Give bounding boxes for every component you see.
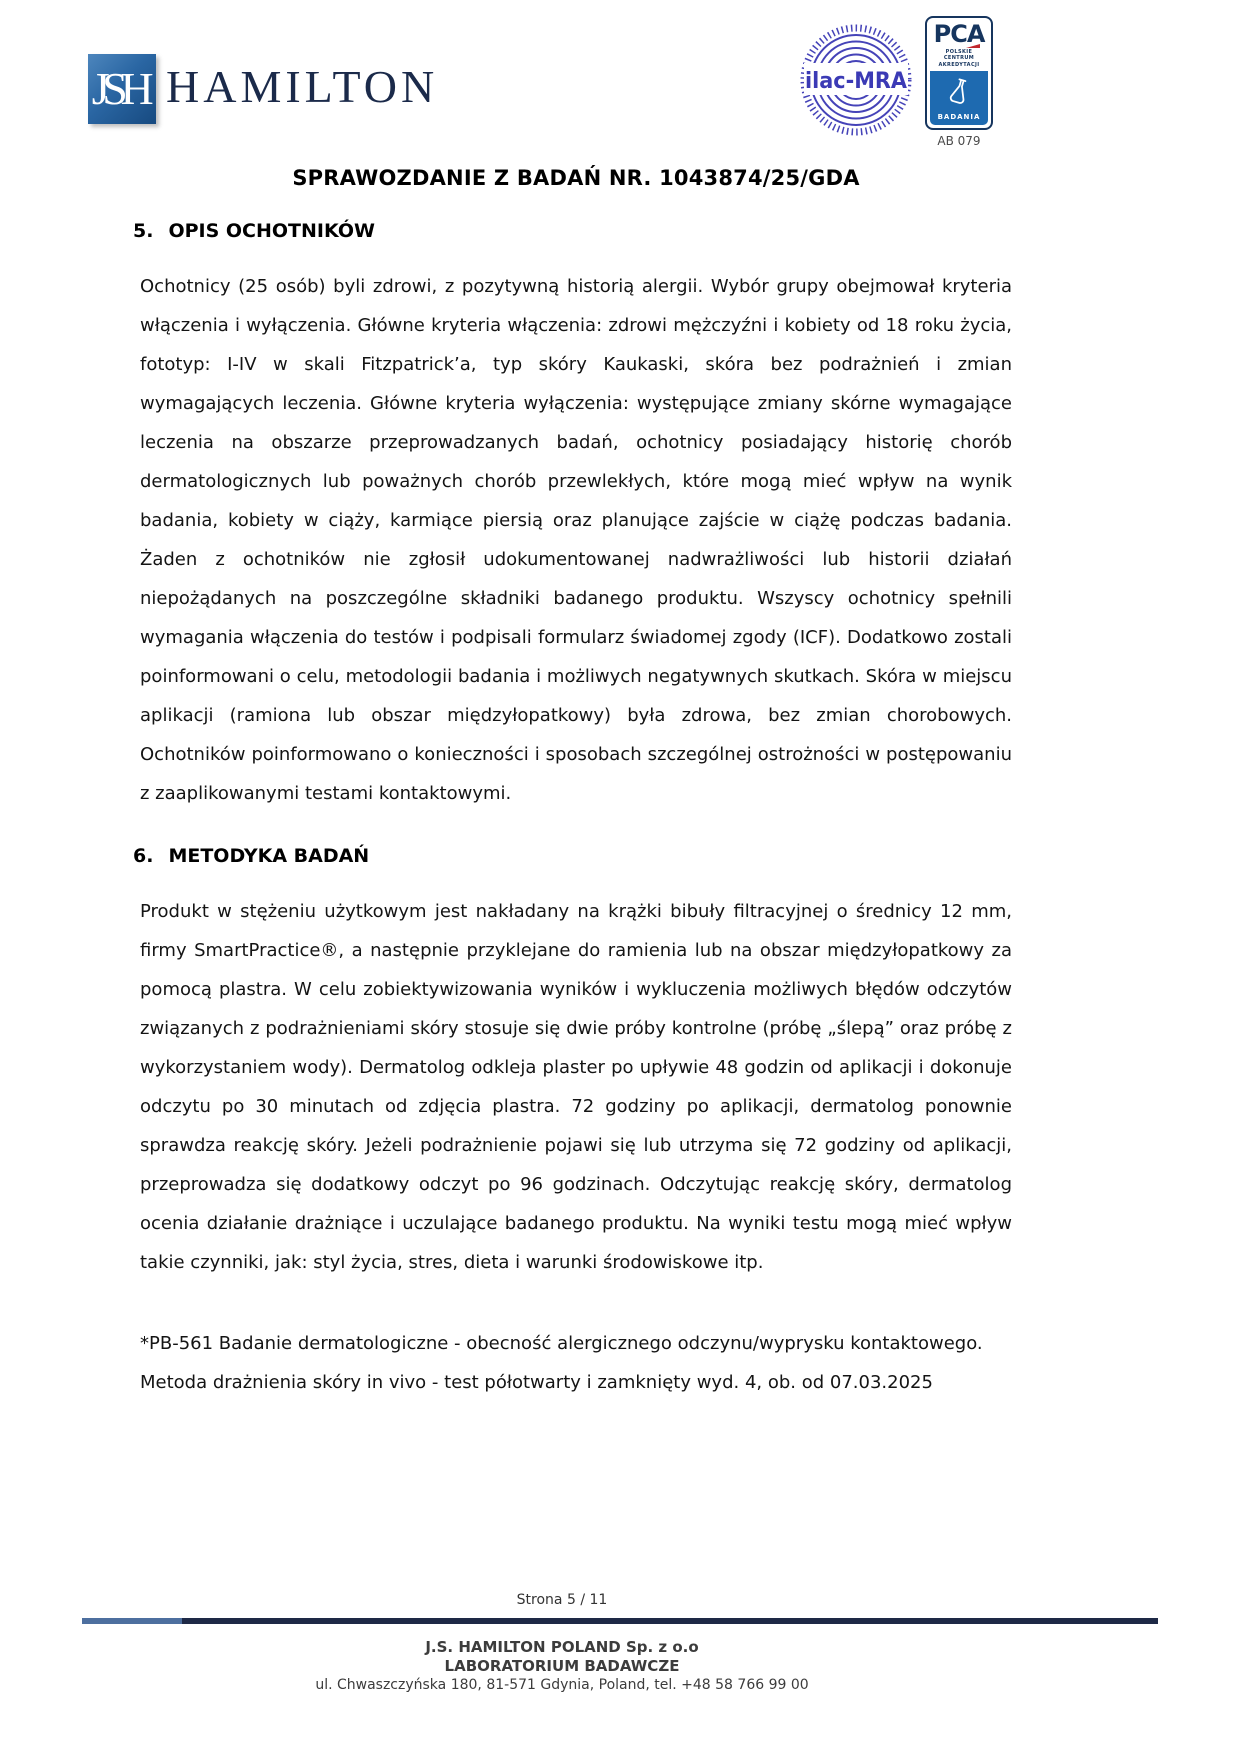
pca-subtitle-line2: AKREDYTACJI [938, 62, 980, 68]
footer-address: ul. Chwaszczyńska 180, 81-571 Gdynia, Poland, tel. +48 58 766 99 00 [315, 1677, 809, 1693]
footer-lab-name: LABORATORIUM BADAWCZE [444, 1657, 680, 1675]
section-6-paragraph: Produkt w stężeniu użytkowym jest nakładany na krążki bibuły filtracyjnej o średnicy 12 mm, firmy SmartPractice®, a następnie przyklejane do ramienia lub na obszar międzyłopatkowy za pomocą plastra. W celu zobiektywizowania wyników i wykluczenia możliwych błędów odczytów związanych z podrażnieniami skóry stosuje się dwie próby kontrolne (próbę „ślepą” oraz próbę z wykorzystaniem wody). Dermatolog odkleja plaster po upływie 48 godzin od aplikacji i dokonuje odczytu po 30 minutach od zdjęcia plastra. 72 godziny po aplikacji, dermatolog ponownie sprawdza reakcję skóry. Jeżeli podrażnienie pojawi się lub utrzyma się 72 godziny od aplikacji, przeprowadza się dodatkowy odczyt po 96 godzinach. Odczytując reakcję skóry, dermatolog ocenia działanie drażniące i uczulające badanego produktu. Na wyniki testu mogą mieć wpływ takie czynniki, jak: styl życia, stres, dieta i warunki środowiskowe itp. [140, 901, 1012, 1273]
hamilton-logo-icon [88, 54, 156, 124]
footer-company-block [0, 1638, 1240, 1695]
section-5-title: OPIS OCHOTNIKÓW [168, 220, 375, 242]
section-5-heading [133, 220, 1012, 242]
brand-name: HAMILTON [166, 61, 439, 112]
pca-subtitle-line1: POLSKIE CENTRUM [943, 49, 975, 61]
pca-title: PCA [933, 20, 985, 48]
footer-divider [82, 1618, 1158, 1624]
method-footnote [140, 1324, 1012, 1402]
page-indicator: Strona 5 / 11 [516, 1592, 608, 1608]
logo-monogram: JSH [91, 63, 147, 114]
section-6-title: METODYKA BADAŃ [168, 845, 370, 867]
method-footnote-line1: *PB-561 Badanie dermatologiczne - obecność alergicznego odczynu/wyprysku kontaktowego. [140, 1333, 983, 1354]
report-title: SPRAWOZDANIE Z BADAŃ NR. 1043874/25/GDA [292, 166, 860, 190]
document-body [133, 166, 1012, 1402]
section-5-paragraph: Ochotnicy (25 osób) byli zdrowi, z pozytywną historią alergii. Wybór grupy obejmował kryteria włączenia i wyłączenia. Główne kryteria włączenia: zdrowi mężczyźni i kobiety od 18 roku życia, fototyp: I-IV w skali Fitzpatrick’a, typ skóry Kaukaski, skóra bez podrażnień i zmian wymagających leczenia. Główne kryteria wyłączenia: występujące zmiany skórne wymagające leczenia na obszarze przeprowadzanych badań, ochotnicy posiadający historię chorób dermatologicznych lub poważnych chorób przewlekłych, które mogą mieć wpływ na wynik badania, kobiety w ciąży, karmiące piersią oraz planujące zajście w ciążę podczas badania. Żaden z ochotników nie zgłosił udokumentowanej nadwrażliwości lub historii działań niepożądanych na poszczególne składniki badanego produktu. Wszyscy ochotnicy spełnili wymagania włączenia do testów i podpisali formularz świadomej zgody (ICF). Dodatkowo zostali poinformowani o celu, metodologii badania i możliwych negatywnych skutkach. Skóra w miejscu aplikacji (ramiona lub obszar międzyłopatkowy) była zdrowa, bez zmian chorobowych. Ochotników poinformowano o konieczności i sposobach szczególnej ostrożności w postępowaniu z zaaplikowanymi testami kontaktowymi. [140, 276, 1012, 804]
section-6-heading [133, 845, 1012, 867]
section-5-number: 5. [133, 220, 154, 242]
ilac-mra-seal-icon [800, 24, 912, 140]
pca-accreditation-badge [925, 16, 993, 148]
ilac-mra-label: ilac-MRA [805, 69, 907, 94]
pca-red-accent-icon [966, 44, 980, 48]
section-6-number: 6. [133, 845, 154, 867]
pca-badania-panel [930, 71, 988, 125]
pca-accreditation-number: AB 079 [937, 134, 981, 148]
method-footnote-line2: Metoda drażnienia skóry in vivo - test półotwarty i zamknięty wyd. 4, ob. od 07.03.2025 [140, 1372, 933, 1393]
pca-box [925, 16, 993, 130]
flask-icon [944, 76, 974, 106]
footer-company-name: J.S. HAMILTON POLAND Sp. z o.o [425, 1638, 699, 1656]
pca-badania-label: BADANIA [937, 113, 981, 121]
